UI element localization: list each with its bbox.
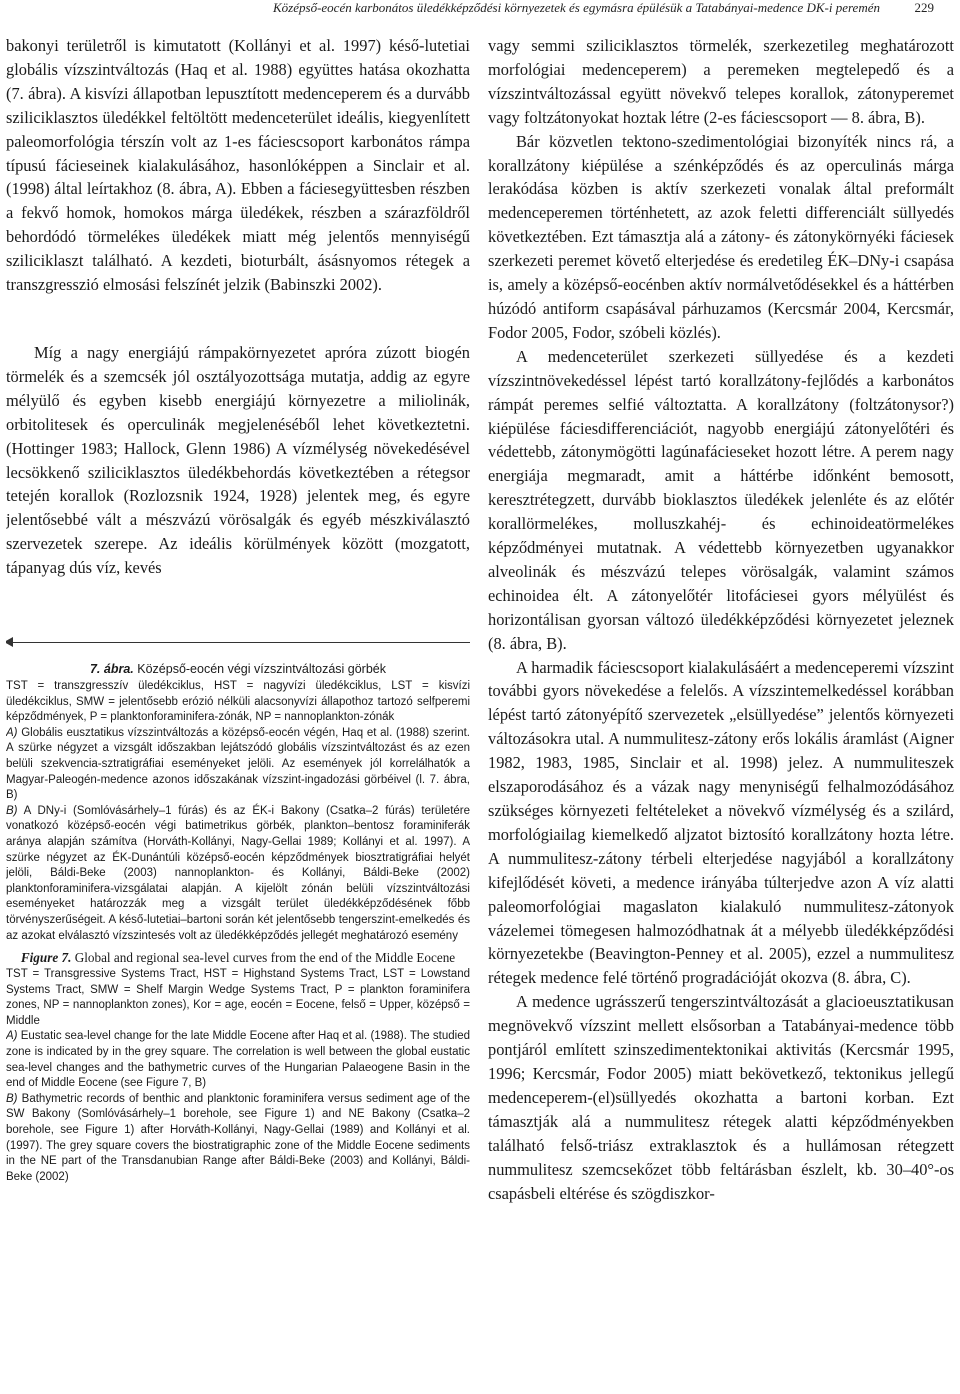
running-head (0, 0, 940, 20)
caption-en-item-a-label: A) (6, 1030, 18, 1043)
caption-hu-item-a-text: Globális eusztatikus vízszintváltozás a középső-eocén végén, Haq et al. (1988) szerint. A szürke négyzet a vizsgált időszakban lejátszódó globális vízszintváltozást és az ezen belüli szekvencia-sztratigráfiai eseményeket jelöli. Az események jól korrelálhatók a Magyar-Paleogén-medence azonos időszakának vízszint-ingadozási görbéivel (l. 7. ábra, B) (6, 726, 470, 802)
caption-hu-title: Középső-eocén végi vízszintváltozási görbék (137, 662, 386, 676)
caption-hu-abbreviations: TST = transzgresszív üledékciklus, HST = nagyvízi üledékciklus, LST = kisvízi üledékciklus, SMW = jelentősebb erózió nélküli alacsonyvízi állapothoz tartozó selfperemi képződmények, P = planktonforaminifera-zónák, NP = nannoplankton-zónák (6, 680, 470, 724)
caption-hu-heading (6, 660, 470, 679)
caption-hu-label: 7. ábra. (89, 662, 134, 676)
right-paragraph-5: A medence ugrásszerű tengerszintváltozását a glacioeusztatikusan megnövekvő vízszint mellett elsősorban a Tatabányai-medence több pontjáról említett szinszedimentektonikai aktivitás (Kercsmár 1995, 1996; Kercsmár, Fodor 2005) miatt bekövetkező, tektonikus jellegű medenceperem-(el)süllyedés okozhatta a bartoni korban. Ezt támasztják alá a nummulitesz rétegek alatti képződményekben található felső-triász extraklasztok és a hullámosan rétegzett nummulitesz szemcsekőzet több feltárásban észlelt, kb. 30–40°-os csapásbeli eltérése és szögdiszkor- (488, 992, 954, 1203)
left-paragraph-2: Míg a nagy energiájú rámpakörnyezetet apróra zúzott biogén törmelék és a szemcsék jól osztályozottsága mutatja, addig az egyre mélyülő és egyben kisebb energiájú környezetre a miliolinák, orbitolitesek és operculinák megjelenéséből lehet következtetni. (Hottinger 1983; Hallock, Glenn 1986) A vízmélység növekedésével lecsökkenő sziliciklasztos üledékbehordás következtében a rétegsor tetején korallok (Rozlozsnik 1924, 1928) jelentek meg, és egyre jelentősebbé vált a mészvázú vörösalgák és egyéb mészkiválasztó szervezetek szerepe. Az ideális körülmények között (mozgatott, tápanyag dús víz, kevés (6, 343, 470, 578)
caption-en-label: Figure 7. (20, 950, 72, 966)
figure-pointer (6, 628, 470, 660)
caption-en-abbreviations: TST = Transgressive Systems Tract, HST = Highstand Systems Tract, LST = Lowstand Systems Tract, SMW = Shelf Margin Wedge Systems Tract, P = plankton foraminifera zones, NP = nannoplankton zones), Kor = age, eocén = Eocene, felső = Upper, középső = Middle (6, 968, 470, 1027)
figure-pointer-rule (6, 642, 470, 643)
page-number: 229 (914, 0, 934, 15)
right-column (488, 34, 954, 1394)
caption-hu-item-a (6, 726, 470, 804)
figure-caption-hungarian (6, 660, 470, 1185)
caption-hu-item-b-label: B) (6, 804, 18, 817)
right-paragraph-3: A medenceterület szerkezeti süllyedése és a kezdeti vízszintnövekedéssel lépést tartó korallzátony-fejlődés a karbonátos rámpát peremes selfié változtatta. A korallzátony (foltzátonysor?) kiépülése fáciesdifferenciációt, nagyobb energiájú zátonyelőtéri és védettebb, zátonymögötti lagúnafácieseket hozott létre. A perem nagy energiája megmaradt, amit a háttérbe időnként bemosott, keresztrétegzett, durvább bioklasztos üledékek jelenléte és az előtér korallörmelékes, molluszkahéj- és echinoideatörmelékes képződményei mutatnak. A védettebb környezetben ugyanakkor alveolinák és mészvázú telepes vörösalgák, valamint számos echinoidea élt. A zátonyelőtér litofáciesei gyors mélyülést és horizontálisan gyorsan változó üledékképződési környezetet jeleznek (8. ábra, B). (488, 346, 954, 653)
running-title: Középső-eocén karbonátos üledékképződési környezetek és egymásra épülésük a Tatabányai-medence DK-i peremén (273, 0, 880, 15)
right-paragraph-1: vagy semmi sziliciklasztos törmelék, szerkezetileg meghatározott morfológiai medenceperem) a peremeken megtelepedő és a vízszintváltozással együtt növekvő telepes korallok, zátonyperemet vagy foltzátonyokat hoztak létre (2-es fáciescsoport — 8. ábra, B). (488, 36, 954, 127)
caption-en-item-a (6, 1029, 470, 1091)
left-column (6, 34, 470, 1394)
right-paragraph-4: A harmadik fáciescsoport kialakulásáért a medenceperemi vízszint további gyors növekedése a felelős. A vízszintemelkedéssel korábban lépést tartó zátonyépítő szervezetek „elsüllyedése” jelentős környezeti változásokra utal. A nummulitesz-zátony erős lokális áramlást (Aigner 1982, 1983, 1985, Sinclair et al. 1998) jelez. A nummuliteszek elszaporodásához és a vázak nagy menyniségű felhalmozódásához szükséges környezeti feltételeket a növekvő vízmélység és a szilárd, morfológiailag kiemelkedő aljzatot biztosító korallzátony hozta létre. A nummulitesz-zátony térbeli elterjedése nagyjából a korallzátony kifejlődését követi, a medence irányába túlterjedve azon A víz alatti paleomorfológiai magaslaton kialakuló nummulitesz-zátonyok vázelemei tömegesen halmozódhatnak át a mélyebb üledékképződési környezetekbe (Beavington-Penney et al. 2005), ezzel a nummulitesz rétegek medence felé történő progradációját okozva (8. ábra, C). (488, 657, 954, 988)
caption-en-item-b-text: Bathymetric records of benthic and planktonic foraminifera versus sediment age of the SW Bakony (Somlóvásárhely–1 borehole, see Figure 1) and NE Bakony (Csatka–2 borehole, see Figure 1) after Horváth-Kollányi, Nagy-Gellai (1989) and Kollányi et al. (1997). The grey square covers the biostratigraphic zone of the Middle Eocene sediments in the NE part of the Transdanubian Range after Báldi-Beke (2003) and Kollányi, Báldi-Beke (2002) (6, 1092, 470, 1183)
caption-en-title: Global and regional sea-level curves from the end of the Middle Eocene (74, 950, 456, 966)
caption-en-item-a-text: Eustatic sea-level change for the late Middle Eocene after Haq et al. (1988). The studied zone is indicated by in the grey square. The correlation is well between the global eustatic sea-level changes and the bathymetric curves of the Hungarian Palaeogene Basin in the end of Middle Eocene (see Figure 7, B) (6, 1030, 470, 1090)
right-paragraph-2: Bár közvetlen tektono-szedimentológiai bizonyíték nincs rá, a korallzátony kiépülése a szénképződés és az operculinás márga lerakódása közben is aktív szerkezeti vonalak által preformált medenceperemen történhetett, az azok feletti differenciált süllyedés következtében. Ezt támasztja alá a zátony- és zátonykörnyéki fáciesek szerkezeti peremet követő elterjedése és eredetileg ÉK–DNy-i csapása is, amely a középső-eocénben aktív normálvetődésekkel és a háttérben húzódó antiform csapásával párhuzamos (Kercsmár 2004, Kercsmár, Fodor 2005, Fodor, szóbeli közlés). (488, 131, 954, 342)
caption-hu-item-b (6, 804, 470, 944)
caption-hu-item-a-label: A) (6, 726, 18, 739)
left-body-block-1 (6, 34, 470, 341)
caption-en-item-b (6, 1092, 470, 1186)
caption-hu-item-b-text: A DNy-i (Somlóvásárhely–1 fúrás) és az ÉK-i Bakony (Csatka–2 fúrás) területére vonatkozó középső-eocén végi batimetrikus görbék, plankton–bentosz foraminiferák aránya alapján számítva (Horváth-Kollányi, Nagy-Gellai 1989; Kollányi et al. 1997). A szürke négyzet az ÉK-Dunántúli középső-eocén képződmények biosztratigráfiai helyét jelöli, Báldi-Beke (2003) nannoplankton- és Kollányi, Báldi-Beke (2002) planktonforaminifera-vizsgálatai alapján. A kijelölt zónán belüli vízszintváltozási eseményeket határozzák meg a vizsgált terület üledékképződésének főbb törvényszerűségeit. A késő-lutetiai–bartoni során két jelentősebb tengerszint-emelkedés és az azokat elválasztó vízszintesés volt az üledékképződés jellegét meghatározó esemény (6, 804, 470, 942)
left-paragraph-1: bakonyi területről is kimutatott (Kollányi et al. 1997) késő-lutetiai globális vízszintváltozás (Haq et al. 1988) együttes hatása okozhatta (7. ábra). A kisvízi állapotban lepusztított medenceperem és a durvább sziliciklasztos üledékkel feltöltött medenceterület ideális, kiegyenlített paleomorfológia térszín volt az 1-es fáciescsoport karbonátos rámpa típusú fácieseinek kialakulásához, hasonlóképpen a Sinclair et al. (1998) által leírtakhoz (8. ábra, A). Ebben a fáciesegyüttesben részben a fekvő homok, homokos márga üledékek, részben a szárazföldről behordódó törmelékes üledékek miatt még jelentős mennyiségű sziliciklaszt található. A kezdeti, bioturbált, ásásnyomos rétegek a transzgresszió elmosási felszínét jelzik (Babinszki 2002). (6, 36, 470, 295)
left-body-block-2 (6, 341, 470, 628)
caption-en-heading (6, 948, 470, 967)
caption-en-item-b-label: B) (6, 1092, 18, 1105)
